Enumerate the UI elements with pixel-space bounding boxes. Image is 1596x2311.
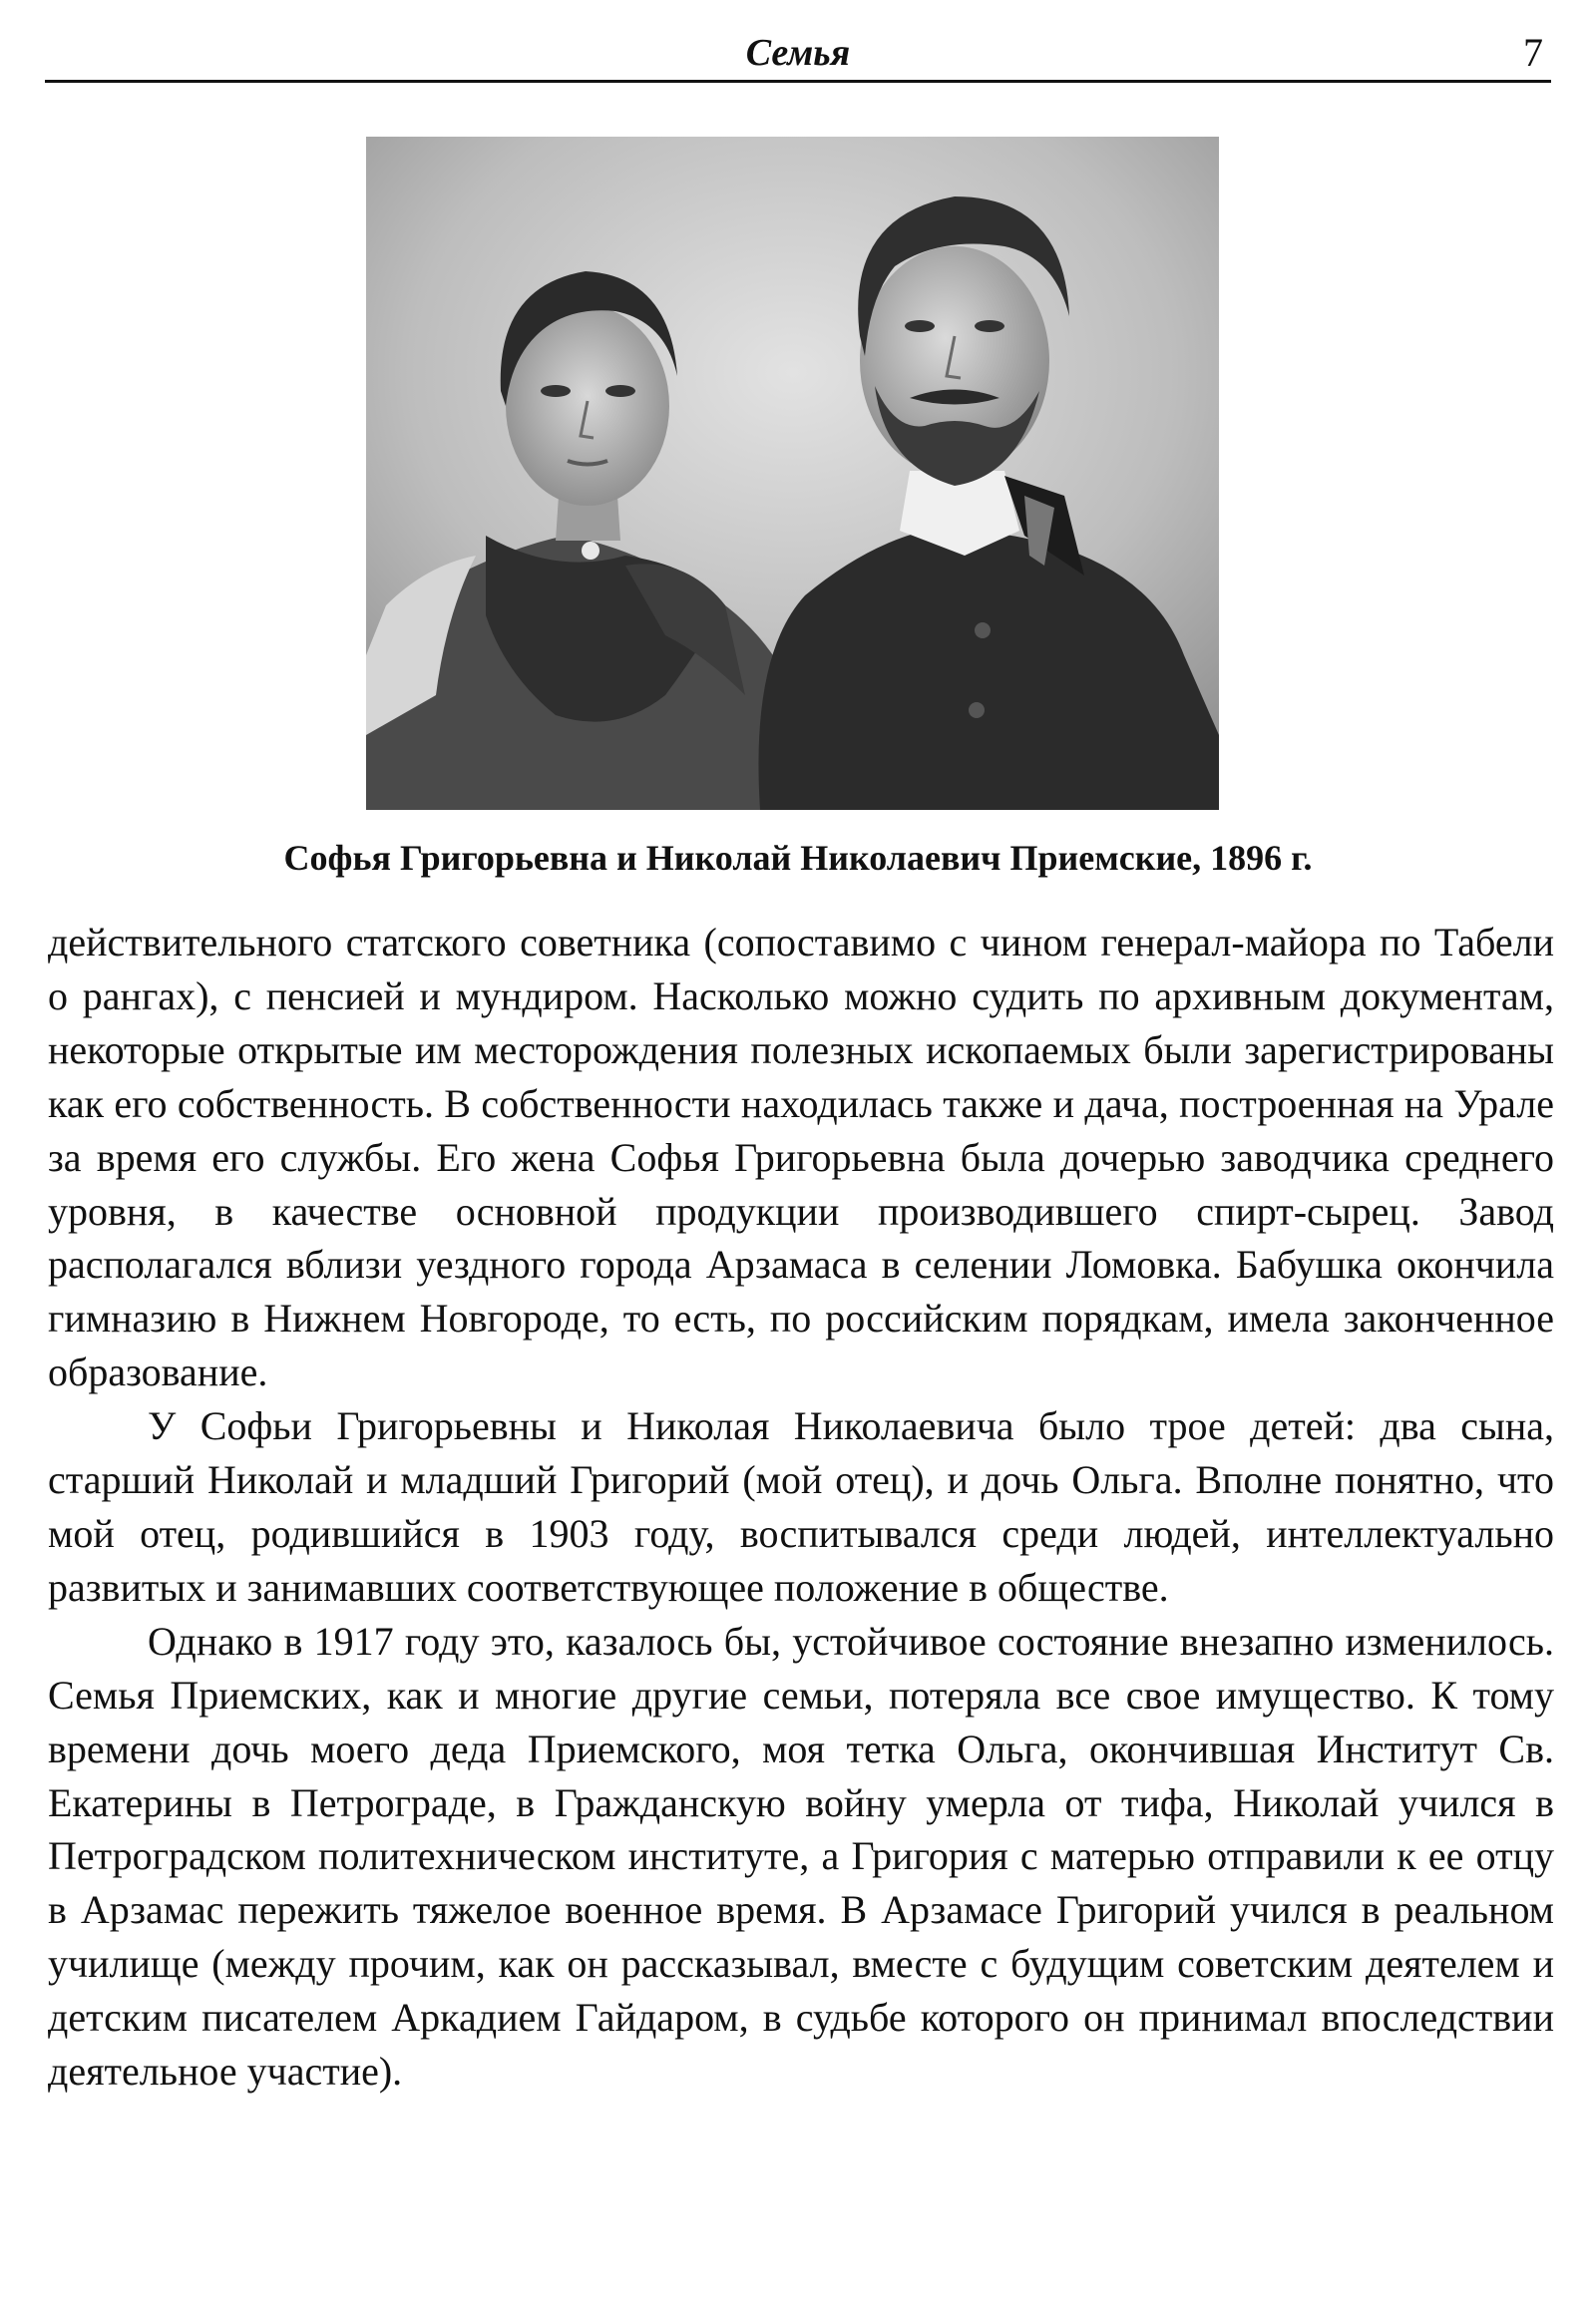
- page-header: [45, 28, 1551, 83]
- running-title: Семья: [745, 32, 851, 74]
- page-number: 7: [1523, 30, 1543, 75]
- paragraph: У Софьи Григорьевны и Николая Николаевича было трое детей: два сына, старший Николай и младший Григорий (мой отец), и дочь Ольга. Вполне понятно, что мой отец, родившийся в 1903 году, воспитывался среди людей, интеллектуально развитых и занимавших соответствующее положение в обществе.: [48, 1403, 1554, 1610]
- photo-caption: Софья Григорьевна и Николай Николаевич Приемские, 1896 г.: [283, 838, 1313, 878]
- paragraph: действительного статского советника (сопоставимо с чином генерал-майора по Табели о рангах), с пенсией и мундиром. Насколько можно судить по архивным документам, некоторые открытые им месторождения полезных ископаемых были зарегистрированы как его собственность. В собственности находилась также и дача, построенная на Урале за время его службы. Его жена Софья Григорьевна была дочерью заводчика среднего уровня, в качестве основной продукции производившего спирт-сырец. Завод располагался вблизи уездного города Арзамаса в селении Ломовка. Бабушка окончила гимназию в Нижнем Новгороде, то есть, по российским порядкам, имела законченное образование.: [48, 920, 1554, 1395]
- paragraph: Однако в 1917 году это, казалось бы, устойчивое состояние внезапно изменилось. Семья Приемских, как и многие другие семьи, потеряла все свое имущество. К тому времени дочь моего деда Приемского, моя тетка Ольга, окончившая Институт Св. Екатерины в Петрограде, в Гражданскую войну умерла от тифа, Николай учился в Петроградском политехническом институте, а Григория с матерью отправили к ее отцу в Арзамас пережить тяжелое военное время. В Арзамасе Григорий учился в реальном училище (между прочим, как он рассказывал, вместе с будущим советским деятелем и детским писателем Аркадием Гайдаром, в судьбе которого он принимал впоследствии деятельное участие).: [48, 1618, 1554, 2095]
- portrait-photo: [366, 137, 1219, 810]
- body-text: [48, 916, 1554, 2099]
